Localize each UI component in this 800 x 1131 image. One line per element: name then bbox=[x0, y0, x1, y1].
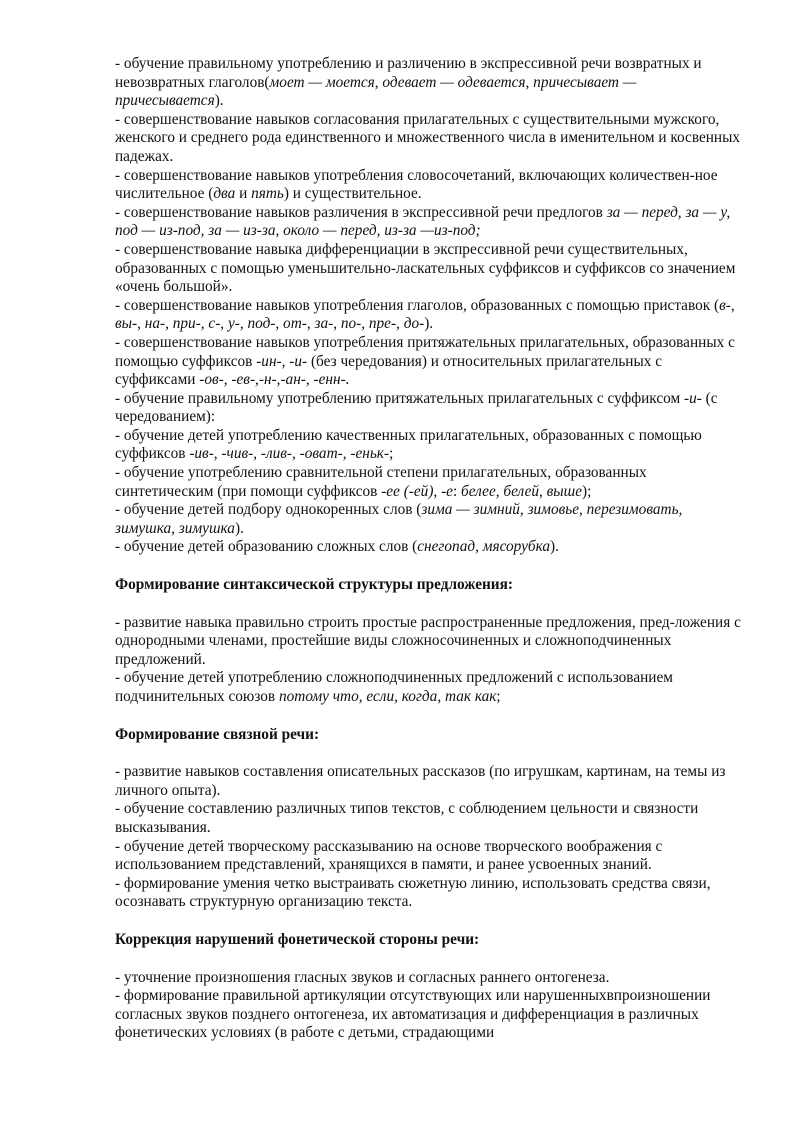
document-body bbox=[115, 55, 743, 1043]
text-segment: : bbox=[452, 482, 462, 500]
text-segment: - обучение употреблению сравнительной степени прилагательных, образованных синтетическим (при помощи суффиксов bbox=[115, 464, 647, 500]
paragraph bbox=[115, 614, 743, 670]
text-segment: - совершенствование навыков согласования прилагательных с существительными мужского, женского и среднего рода единственного и множественного числа в именительном и косвенных падежах. bbox=[115, 110, 741, 165]
section-phonetic-body bbox=[115, 969, 743, 1043]
text-segment: - обучение детей подбору однокоренных слов ( bbox=[115, 501, 422, 519]
section-syntax-body bbox=[115, 614, 743, 707]
paragraph bbox=[115, 838, 743, 875]
paragraph bbox=[115, 204, 743, 241]
italic-text: -ее (-ей), -е bbox=[381, 482, 453, 500]
italic-text: зима — зимний, зимовье, перезимовать, зимушка, зимушка bbox=[115, 501, 683, 537]
paragraph bbox=[115, 390, 743, 427]
paragraph bbox=[115, 427, 743, 464]
italic-text: снегопад, мясорубка bbox=[417, 538, 551, 556]
text-segment: - развитие навыка правильно строить простые распространенные предложения, пред-ложения с однородными членами, простейшие виды сложносочиненных и сложноподчиненных предложений. bbox=[115, 613, 741, 668]
text-segment: - уточнение произношения гласных звуков и согласных раннего онтогенеза. bbox=[115, 968, 610, 986]
paragraph bbox=[115, 800, 743, 837]
text-segment: - обучение правильному употреблению притяжательных прилагательных с суффиксом bbox=[115, 389, 685, 407]
paragraph bbox=[115, 763, 743, 800]
heading-phonetic: Коррекция нарушений фонетической стороны речи: bbox=[115, 930, 480, 948]
text-segment: - обучение составлению различных типов текстов, с соблюдением цельности и связности высказывания. bbox=[115, 800, 699, 836]
paragraph bbox=[115, 969, 743, 988]
italic-text: белее, белей, выше bbox=[461, 482, 582, 500]
text-segment: - развитие навыков составления описательных рассказов (по игрушкам, картинам, на темы из личного опыта). bbox=[115, 763, 726, 799]
italic-text: -ин-, -и- bbox=[256, 352, 308, 370]
text-segment: (без чередования) и относительных прилагательных с суффиксами bbox=[115, 352, 663, 389]
paragraph bbox=[115, 875, 743, 912]
paragraph bbox=[115, 987, 743, 1043]
heading-coherent-speech: Формирование связной речи: bbox=[115, 725, 320, 743]
text-segment: (с чередованием): bbox=[115, 389, 718, 426]
italic-text: в-, вы-, на-, при-, с-, у-, под-, от-, за-, по-, пре-, до- bbox=[115, 296, 735, 333]
paragraph bbox=[115, 669, 743, 706]
text-segment: ). bbox=[424, 315, 434, 333]
text-segment: - обучение детей употреблению сложноподчиненных предложений с использованием подчинительных союзов bbox=[115, 669, 673, 705]
italic-text: -ов-, -ев-,-н-,-ан-, -енн-. bbox=[199, 371, 350, 389]
text-segment: ). bbox=[214, 92, 224, 110]
text-segment: - обучение детей творческому рассказыванию на основе творческого воображения с использованием представлений, хранящихся в памяти, и ранее усвоенных знаний. bbox=[115, 837, 663, 874]
paragraph bbox=[115, 538, 743, 557]
text-segment: - совершенствование навыков употребления притяжательных прилагательных, образованных с помощью суффиксов bbox=[115, 333, 735, 370]
paragraph bbox=[115, 297, 743, 334]
text-segment: - формирование умения четко выстраивать сюжетную линию, использовать средства связи, осознавать структурную организацию текста. bbox=[115, 874, 711, 911]
italic-text: пять bbox=[251, 185, 284, 203]
paragraph bbox=[115, 501, 743, 538]
paragraph bbox=[115, 55, 743, 111]
section-coherent-body bbox=[115, 763, 743, 912]
text-segment: ). bbox=[550, 538, 559, 556]
paragraphs-top bbox=[115, 55, 743, 557]
text-segment: ; bbox=[496, 688, 501, 705]
paragraph bbox=[115, 167, 743, 204]
paragraph bbox=[115, 111, 743, 167]
text-segment: ; bbox=[389, 445, 394, 463]
paragraph bbox=[115, 334, 743, 390]
paragraph bbox=[115, 464, 743, 501]
text-segment: - обучение детей образованию сложных слов ( bbox=[115, 538, 418, 556]
italic-text: -ив-, -чив-, -лив-, -оват-, -еньк- bbox=[189, 445, 390, 463]
text-segment: - формирование правильной артикуляции отсутствующих или нарушенныхвпроизношении согласных звуков позднего онтогенеза, их автоматизация и дифференциация в различных фонетических условиях (в работе с детьми, страдающими bbox=[115, 987, 711, 1042]
text-segment: и bbox=[235, 185, 252, 203]
text-segment: - совершенствование навыка дифференциации в экспрессивной речи существительных, образованных с помощью уменьшительно-ласкательных суффиксов и суффиксов со значением «очень большой». bbox=[115, 240, 736, 296]
italic-text: -и- bbox=[684, 389, 702, 407]
text-segment: ); bbox=[582, 482, 592, 500]
text-segment: - совершенствование навыков употребления словосочетаний, включающих количествен-ное числительное ( bbox=[115, 166, 718, 203]
text-segment: - обучение правильному употреблению и различению в экспрессивной речи возвратных и невозвратных глаголов( bbox=[115, 55, 702, 91]
text-segment: ). bbox=[234, 519, 244, 537]
text-segment: ) и существительное. bbox=[283, 185, 422, 203]
heading-syntax: Формирование синтаксической структуры предложения: bbox=[115, 576, 513, 594]
text-segment: - совершенствование навыков употребления глаголов, образованных с помощью приставок ( bbox=[115, 296, 720, 314]
italic-text: моет — моется, одевает — одевается, причесывает — причесывается bbox=[115, 73, 637, 110]
italic-text: два bbox=[213, 185, 236, 203]
italic-text: потому что, если, когда, так как bbox=[278, 688, 497, 705]
text-segment: - обучение детей употреблению качественных прилагательных, образованных с помощью суффиксов bbox=[115, 426, 702, 463]
italic-text: за — перед, за — у, под — из-под, за — из-за, около — перед, из-за —из-под; bbox=[115, 203, 731, 240]
paragraph bbox=[115, 241, 743, 297]
text-segment: - совершенствование навыков различения в экспрессивной речи предлогов bbox=[115, 203, 607, 221]
